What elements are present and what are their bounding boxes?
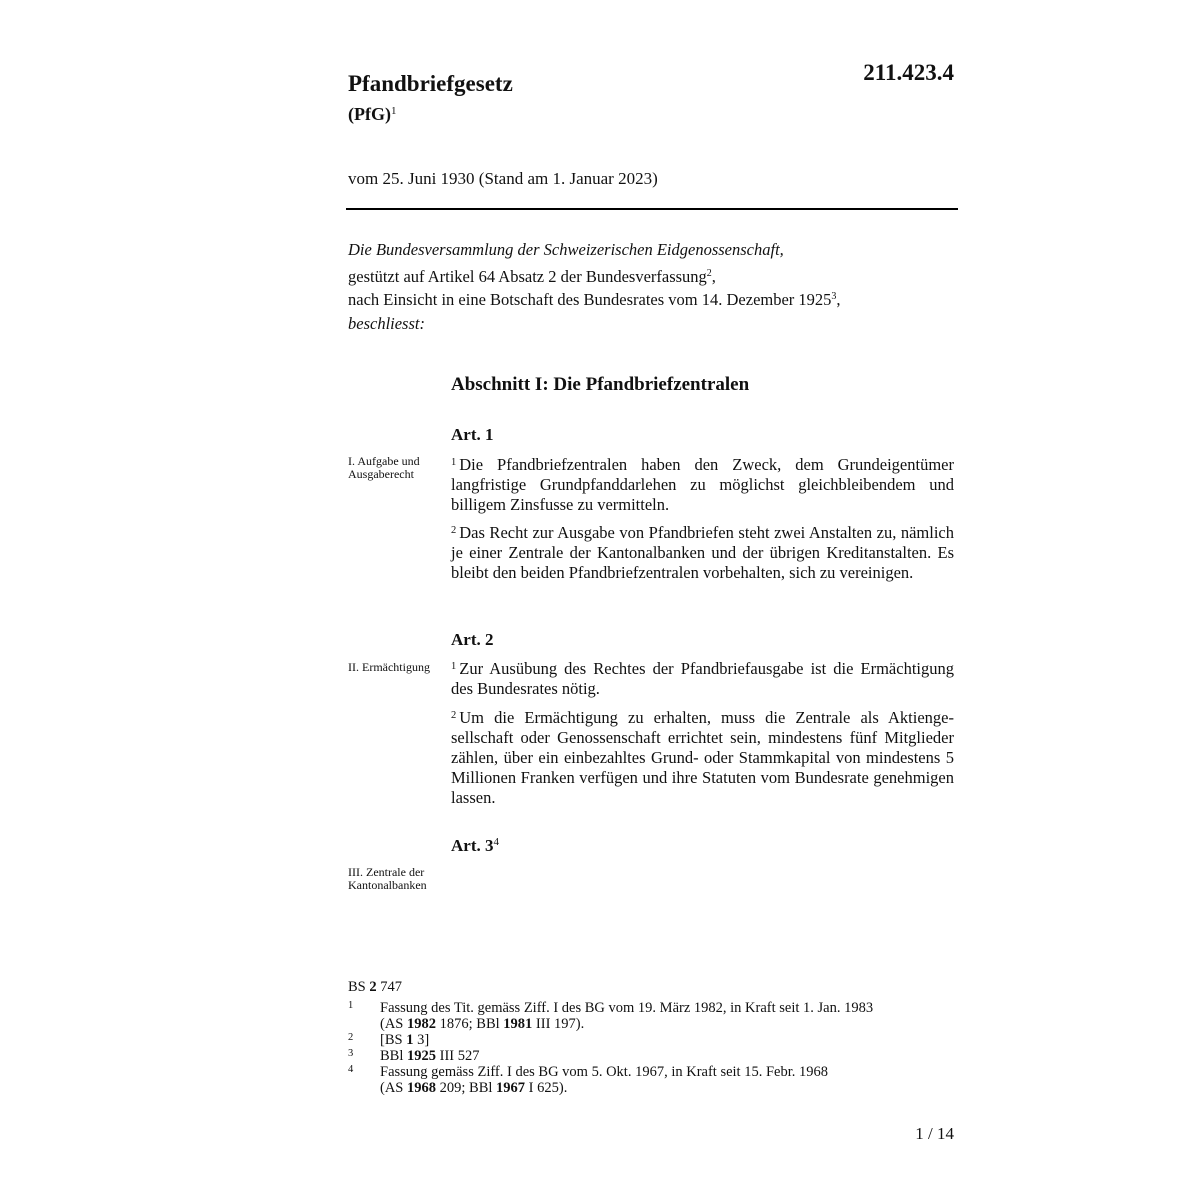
source-reference: BS 2 747 [348, 979, 402, 995]
footnote-3-text-part: BBl [380, 1048, 407, 1064]
footnote-4-text-part: (AS [380, 1080, 407, 1096]
article-1-heading: Art. 1 [451, 425, 494, 444]
footnote-4-text-part: 209; BBl [436, 1080, 497, 1096]
footnote-1-text-part: III 197). [532, 1016, 585, 1032]
article-3-margin-note: III. Zentrale der Kantonalbanken [348, 865, 427, 892]
footnote-1-text-part: 1876; BBl [436, 1016, 504, 1032]
footnote-ref-1[interactable]: 1 [390, 105, 397, 117]
article-2-paragraph-2: $^2$ Um die Ermächtigung zu erhalten, muss die Zentrale als Aktiengesellschaft oder Genossenschaft errichtet sein, mindestens fünf Mitglieder zählen, über ein einbezahltes Grund- oder Stammkapital von mindestens 5 Millionen Franken verfügen und ihre Statuten vom Bundesrate genehmigen lassen. [451, 708, 954, 807]
preamble-decides: beschliesst: [348, 314, 425, 333]
footnote-4-text-part: 1967 [496, 1080, 526, 1096]
footnote-ref-4[interactable]: 4 [493, 836, 499, 848]
footnote-2-text-part: [BS [380, 1032, 407, 1048]
article-3-heading: Art. $3^4$ [451, 836, 499, 855]
footnote-4-text-part: Fassung gemäss Ziff. I des BG vom 5. Okt. 1967, in Kraft seit 15. Febr. 1968 [380, 1064, 828, 1080]
footnote-2: 2 [BS 1 3] [348, 1032, 430, 1048]
article-1-margin-note: I. Aufgabe und Ausgaberecht [348, 454, 420, 481]
footnote-3-text-part: III 527 [436, 1048, 480, 1064]
article-2-heading: Art. 2 [451, 630, 494, 649]
footnote-2-text-part: 3] [413, 1032, 430, 1048]
article-2-paragraph-1: $^1$ Zur Ausübung des Rechtes der Pfandbriefausgabe ist die Ermächtigung des Bundesrates nötig. [451, 659, 954, 698]
footnote-4: 4 Fassung gemäss Ziff. I des BG vom 5. Okt. 1967, in Kraft seit 15. Febr. 1968 (AS 1968 209; BBl 1967 I 625). [348, 1064, 828, 1096]
section-heading: Abschnitt I: Die Pfandbriefzentralen [451, 374, 750, 395]
footnote-4-text-part: I 625). [525, 1080, 568, 1096]
footnote-2-text-part: 1 [406, 1032, 414, 1048]
footnote-4-text-part: 1968 [407, 1080, 436, 1096]
preamble-basis: gestützt auf Artikel 64 Absatz 2 der Bundesverfassung$^2$, [348, 267, 716, 286]
footnote-1-text-part: Fassung des Tit. gemäss Ziff. I des BG vom 19. März 1982, in Kraft seit 1. Jan. 1983 [380, 1000, 874, 1016]
article-1-paragraph-2: $^2$ Das Recht zur Ausgabe von Pfandbriefen steht zwei Anstalten zu, nämlich je einer Zentrale der Kantonalbanken und der übrigen Kreditanstalten. Es bleibt den beiden Pfandbriefzentralen vorbehalten, sich zu vereinigen. [451, 523, 954, 582]
page-number: 1 / 14 [915, 1124, 954, 1143]
preamble-message: nach Einsicht in eine Botschaft des Bundesrates vom 14. Dezember 1925$^3$, [348, 290, 841, 309]
footnote-1-text-part: (AS [380, 1016, 407, 1032]
footnote-3: 3 BBl 1925 III 527 [348, 1048, 480, 1064]
article-1-paragraph-1: $^1$ Die Pfandbriefzentralen haben den Zweck, dem Grundeigentümer langfristige Grundpfanddarlehen zu möglichst gleichbleibendem und billigem Zinsfusse zu vermitteln. [451, 455, 954, 514]
footnote-1: 1 Fassung des Tit. gemäss Ziff. I des BG vom 19. März 1982, in Kraft seit 1. Jan. 1983 (AS 1982 1876; BBl 1981 III 197). [348, 1000, 874, 1032]
footnote-1-text-part: 1982 [407, 1016, 436, 1032]
preamble-enacting-body: Die Bundesversammlung der Schweizerischen Eidgenossenschaft, [348, 240, 784, 259]
footnote-ref-2[interactable]: 2 [706, 268, 712, 279]
footnote-1-text-part: 1981 [503, 1016, 533, 1032]
date-line: vom 25. Juni 1930 (Stand am 1. Januar 2023) [348, 169, 658, 188]
sr-number: 211.423.4 [863, 60, 954, 85]
law-title: Pfandbriefgesetz [348, 71, 513, 96]
footnote-3-text-part: 1925 [407, 1048, 436, 1064]
article-2-margin-note: II. Ermächtigung [348, 660, 430, 674]
law-abbreviation: (PfG)$^1$ [348, 104, 397, 124]
footnote-ref-3[interactable]: 3 [831, 291, 837, 302]
header-divider [346, 208, 958, 210]
preamble [348, 240, 958, 334]
